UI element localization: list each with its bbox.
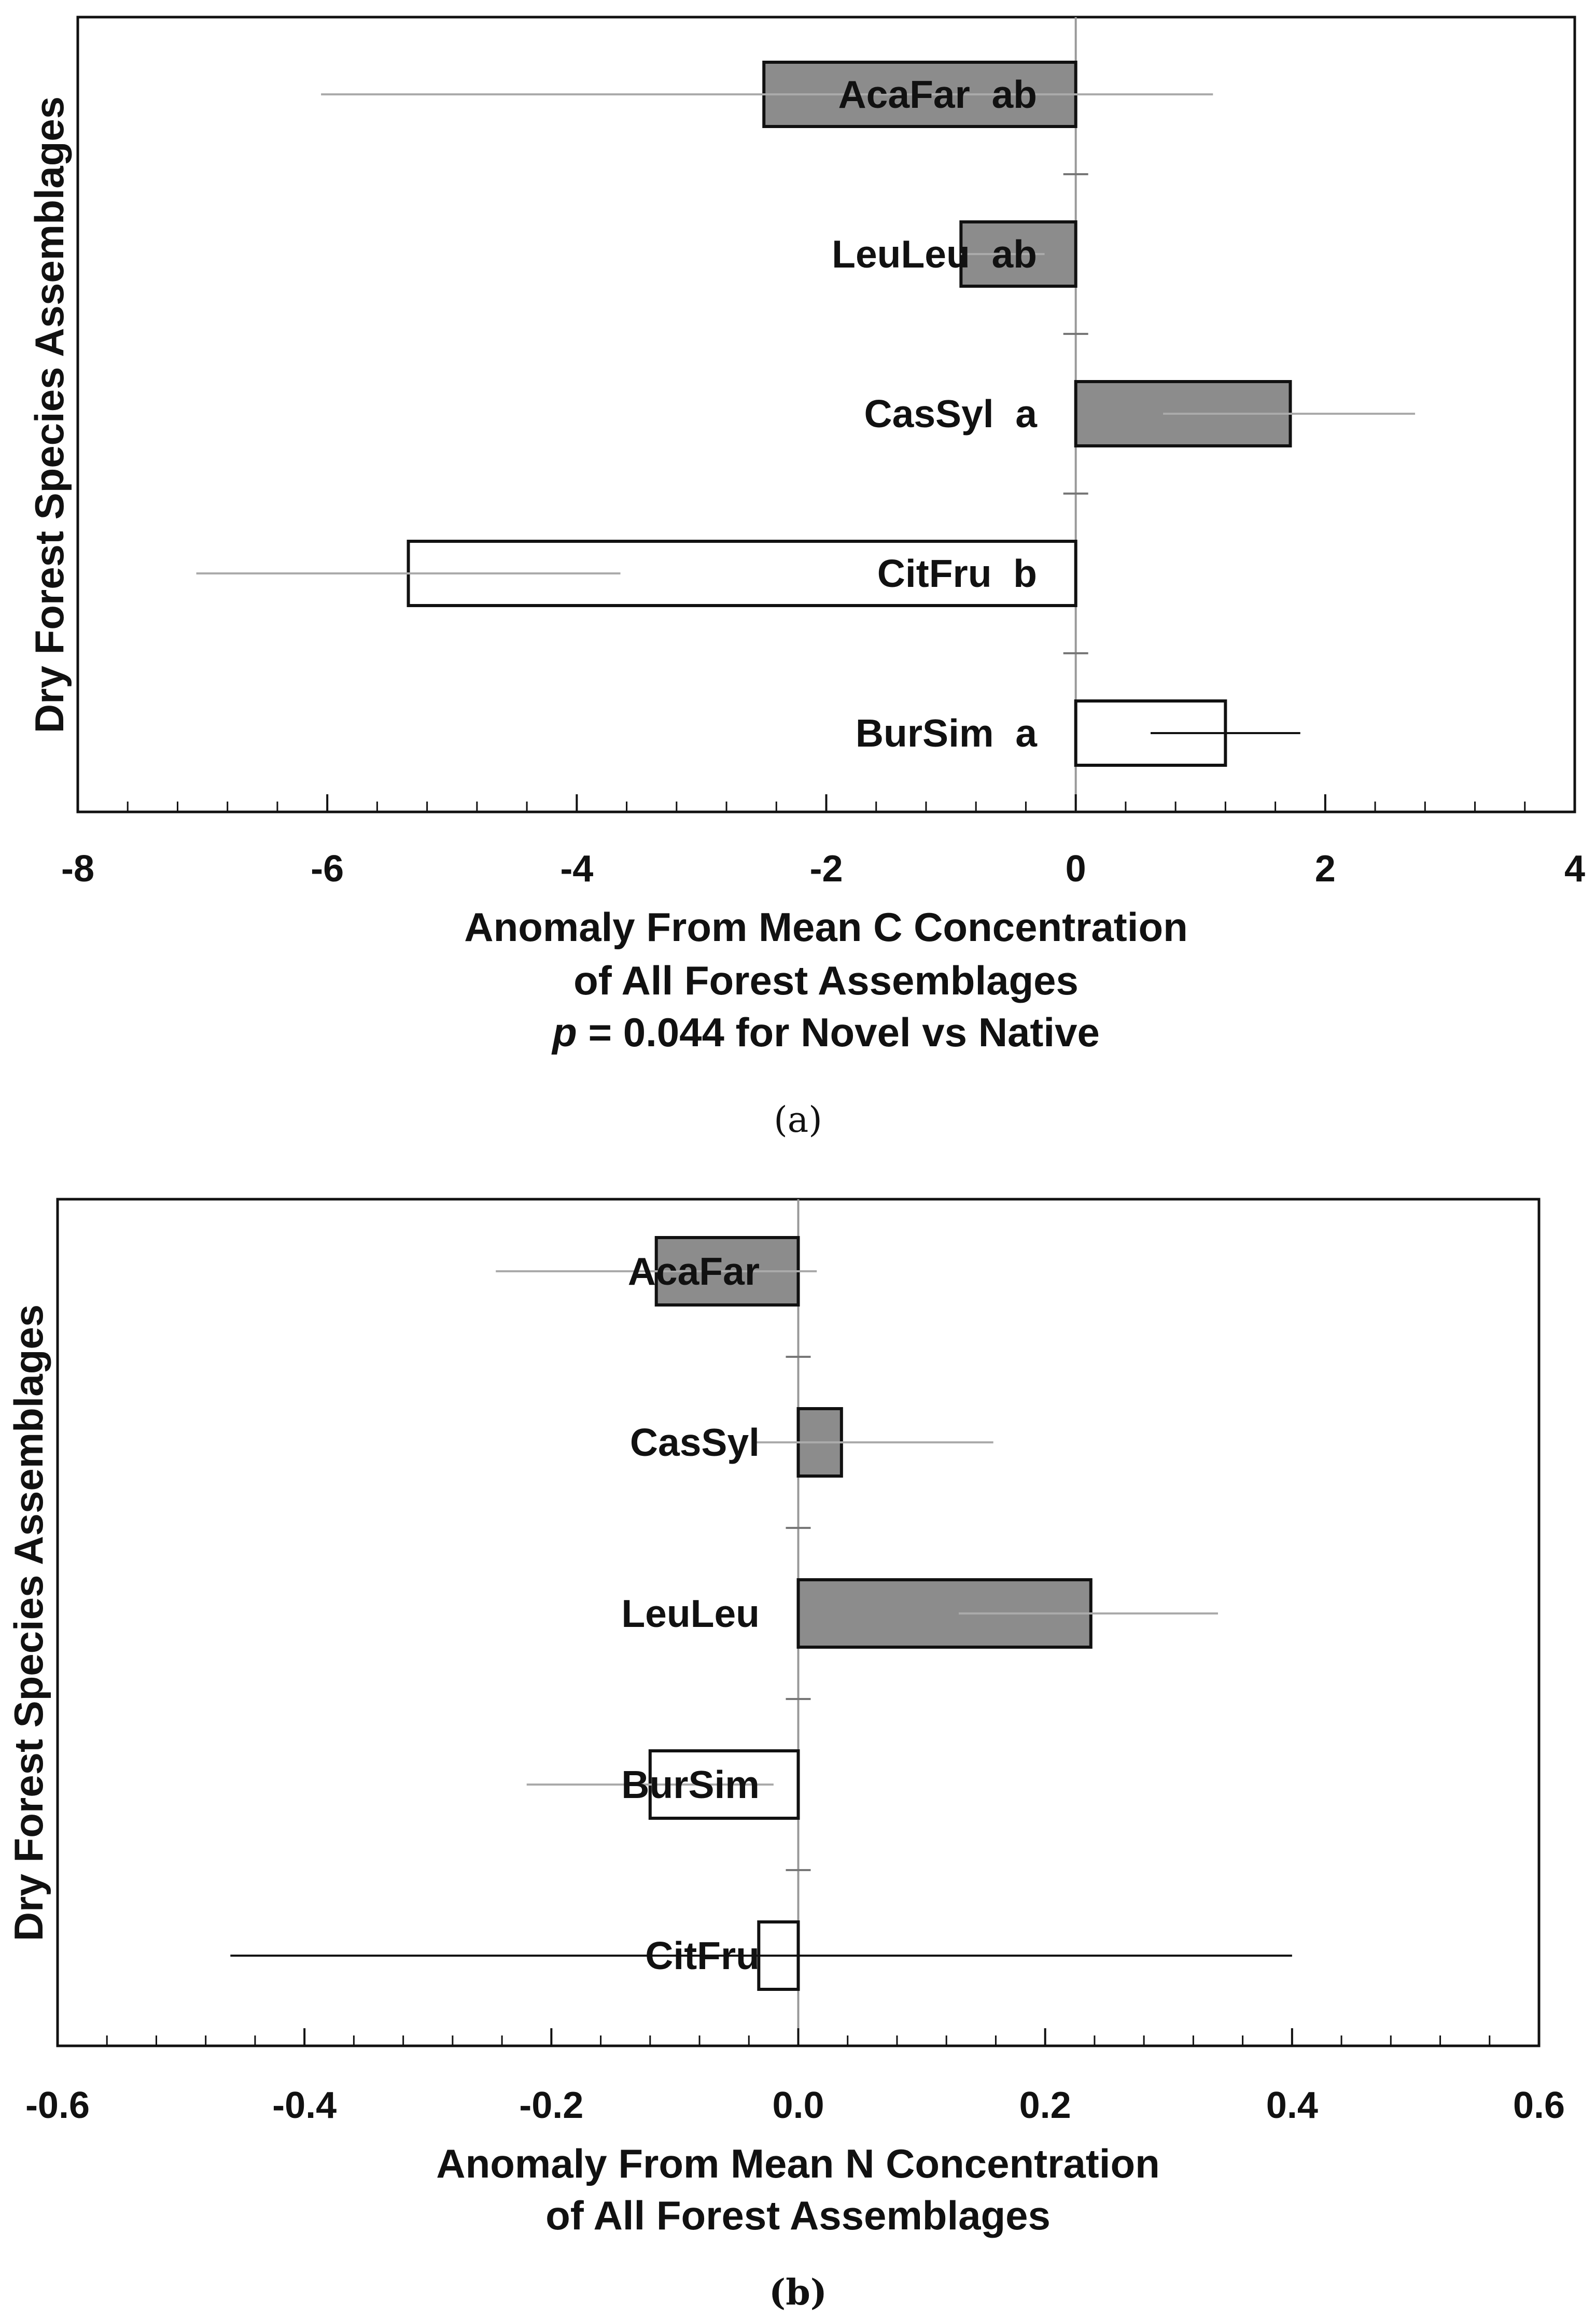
x-tick-label: -4	[560, 848, 594, 890]
x-tick-label: 0.0	[772, 2085, 824, 2126]
x-tick-label: -0.2	[519, 2085, 584, 2126]
x-tick-label: 0.4	[1266, 2085, 1318, 2126]
x-tick-label: -0.6	[25, 2085, 90, 2126]
x-tick-label: -6	[311, 848, 344, 890]
x-tick-label: 0.2	[1019, 2085, 1071, 2126]
x-tick-label: 0	[1065, 848, 1086, 890]
x-tick-label: -8	[61, 848, 95, 890]
x-axis-title-line-2: of All Forest Assemblages	[545, 2193, 1051, 2238]
bar-label: AcaFar ab	[838, 73, 1037, 116]
x-tick-label: -0.4	[272, 2085, 337, 2126]
x-tick-label: 4	[1564, 848, 1586, 890]
y-axis-title: Dry Forest Species Assemblages	[26, 96, 72, 734]
panel-label-b: (b)	[769, 2272, 827, 2313]
x-tick-label: -2	[809, 848, 843, 890]
panel-b-chart	[6, 1199, 1565, 2313]
bar-label: AcaFar	[627, 1249, 760, 1293]
bar-label: CasSyl a	[864, 392, 1037, 436]
p-value-text: = 0.044 for Novel vs Native	[577, 1009, 1100, 1055]
bar-label: LeuLeu ab	[832, 232, 1037, 276]
bar-label: BurSim a	[855, 711, 1037, 755]
x-axis-title-line-2: of All Forest Assemblages	[573, 958, 1079, 1003]
bar-label: BurSim	[621, 1763, 760, 1806]
x-axis-title-line-1: Anomaly From Mean C Concentration	[464, 904, 1188, 950]
x-axis-title-stat	[551, 1009, 1100, 1055]
panel-a-chart	[26, 17, 1585, 1141]
p-value-symbol: p	[552, 1009, 577, 1055]
x-axis-title-line-1: Anomaly From Mean N Concentration	[436, 2141, 1160, 2186]
panel-label-a: (a)	[774, 1100, 822, 1141]
bar-label: LeuLeu	[621, 1592, 760, 1635]
x-tick-label: 2	[1314, 848, 1336, 890]
y-axis-title: Dry Forest Species Assemblages	[6, 1304, 51, 1942]
bar-label: CasSyl	[629, 1421, 760, 1464]
bar-label: CitFru	[645, 1934, 760, 1977]
bar-label: CitFru b	[877, 552, 1037, 595]
x-tick-label: 0.6	[1513, 2085, 1565, 2126]
